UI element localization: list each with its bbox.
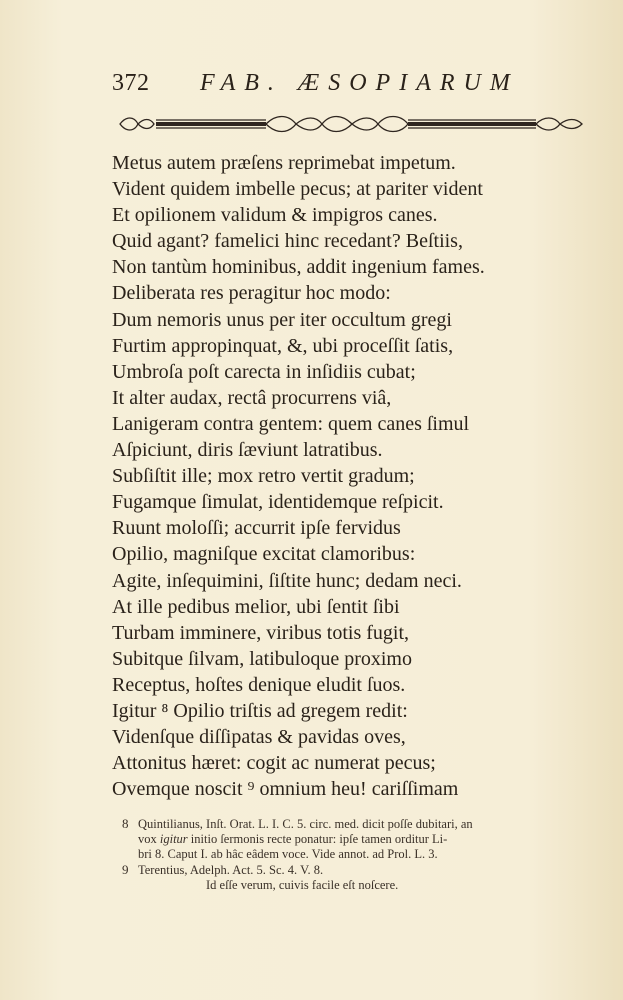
verse-line: Attonitus hæret: cogit ac numerat pecus; xyxy=(112,752,436,775)
footnote-number: 8 xyxy=(122,816,129,831)
footnote-text: Terentius, Adelph. Act. 5. Sc. 4. V. 8. xyxy=(138,863,324,877)
verse-line: Furtim appropinquat, &, ubi proceſſit ſatis, xyxy=(112,334,454,357)
footnotes xyxy=(122,816,592,893)
verse-line: Vident quidem imbelle pecus; at pariter vident xyxy=(112,178,483,201)
verse-line: Metus autem præſens reprimebat impetum. xyxy=(112,152,456,174)
footnote-text: Id eſſe verum, cuivis facile eſt noſcere. xyxy=(206,878,399,892)
verse-line: Ruunt moloſſi; accurrit ipſe fervidus xyxy=(112,517,401,540)
footnote-number: 9 xyxy=(122,862,129,877)
footnote-text: Quintilianus, Inſt. Orat. L. I. C. 5. circ. med. dicit poſſe dubitari, an xyxy=(138,817,473,831)
verse-line: Igitur ⁸ Opilio triſtis ad gregem redit: xyxy=(112,699,408,722)
verse-line: Ovemque noscit ⁹ omnium heu! cariſſimam xyxy=(112,778,459,801)
verse-line: Videnſque diſſipatas & pavidas oves, xyxy=(112,726,406,749)
footnote-text: initio ſermonis recte ponatur: ipſe tamen orditur Li- xyxy=(187,832,448,846)
verse-line: Lanigeram contra gentem: quem canes ſimul xyxy=(112,412,470,435)
page-number: 372 xyxy=(112,70,150,96)
verse-line: Umbroſa poſt carecta in inſidiis cubat; xyxy=(112,360,416,383)
verse-line: Agite, inſequimini, ſiſtite hunc; dedam neci. xyxy=(112,569,462,592)
footnote-text: bri 8. Caput I. ab hâc eâdem voce. Vide annot. ad Prol. L. 3. xyxy=(138,847,438,861)
footnote-9-continuation xyxy=(122,878,592,893)
verse-line: Opilio, magniſque excitat clamoribus: xyxy=(112,543,416,566)
verse-line: Fugamque ſimulat, identidemque reſpicit. xyxy=(112,491,444,514)
verse-line: Aſpiciunt, diris ſæviunt latratibus. xyxy=(112,439,383,462)
verse-line: It alter audax, rectâ procurrens viâ, xyxy=(112,386,392,409)
verse-line: Non tantùm hominibus, addit ingenium fames. xyxy=(112,256,485,279)
footnote-8 xyxy=(122,816,592,832)
page-header xyxy=(112,70,532,110)
running-title: FAB. ÆSOPIARUM xyxy=(200,70,519,96)
footnote-italic-word: igitur xyxy=(159,832,188,846)
verse-line: Subſiſtit ille; mox retro vertit gradum; xyxy=(112,465,415,488)
verse-line: Subitque ſilvam, latibuloque proximo xyxy=(112,647,412,670)
footnote-8-continuation xyxy=(122,847,592,862)
verse-line: Receptus, hoſtes denique eludit ſuos. xyxy=(112,673,406,696)
footnote-text: vox xyxy=(138,832,160,846)
verse-text xyxy=(112,150,582,802)
verse-line: Turbam imminere, viribus totis fugit, xyxy=(112,621,410,644)
verse-line: Quid agant? famelici hinc recedant? Beſtiis, xyxy=(112,230,463,253)
footnote-9 xyxy=(122,862,592,878)
verse-line: Deliberata res peragitur hoc modo: xyxy=(112,282,391,305)
footnote-8-continuation xyxy=(122,832,592,847)
verse-line: Dum nemoris unus per iter occultum gregi xyxy=(112,308,452,331)
verse-line: Et opilionem validum & impigros canes. xyxy=(112,204,438,227)
verse-line: At ille pedibus melior, ubi ſentit ſibi xyxy=(112,595,400,618)
decorative-rule-ornament xyxy=(116,114,590,134)
